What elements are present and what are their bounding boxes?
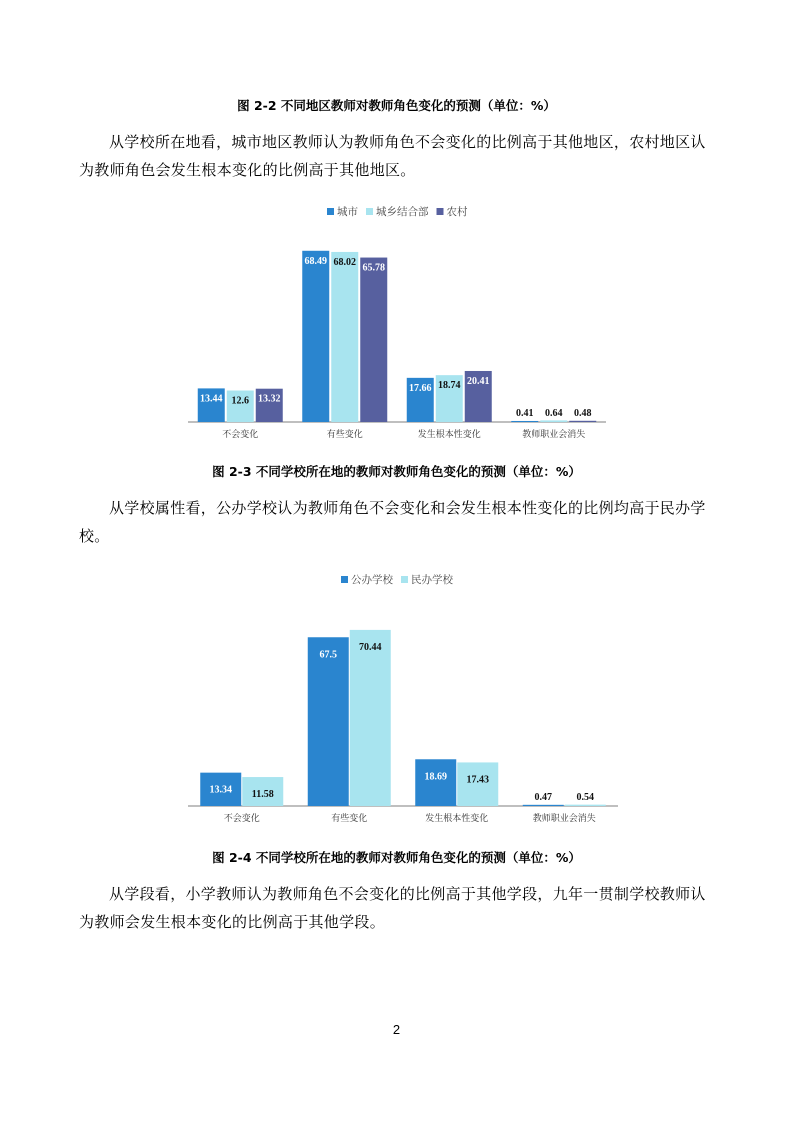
x-tick-label: 教师职业会消失 bbox=[522, 429, 586, 439]
bar bbox=[302, 251, 329, 422]
legend-label: 城乡结合部 bbox=[376, 207, 429, 218]
x-tick-label: 教师职业会消失 bbox=[532, 813, 596, 823]
data-label: 68.02 bbox=[333, 256, 356, 268]
data-label: 0.47 bbox=[534, 792, 552, 803]
legend-swatch bbox=[341, 576, 348, 583]
paragraph-school-type: 从学校属性看，公办学校认为教师角色不会变化和会发生根本性变化的比例均高于民办学校。 bbox=[79, 499, 706, 545]
data-label: 11.58 bbox=[251, 789, 274, 801]
figure-caption-2-3: 图 2-3 不同学校所在地的教师对教师角色变化的预测（单位：%） bbox=[212, 464, 581, 479]
chart-school-type-comparison bbox=[0, 566, 793, 836]
chart-region-comparison bbox=[0, 196, 793, 452]
data-label: 18.69 bbox=[424, 771, 447, 783]
data-label: 13.32 bbox=[258, 393, 281, 405]
legend-label: 城市 bbox=[337, 207, 358, 218]
x-tick-label: 有些变化 bbox=[331, 813, 368, 823]
legend-swatch bbox=[366, 208, 373, 215]
paragraph-school-level: 从学段看，小学教师认为教师角色不会变化的比例高于其他学段，九年一贯制学校教师认为教师会发生根本变化的比例高于其他学段。 bbox=[79, 885, 706, 931]
bar bbox=[350, 630, 391, 806]
data-label: 13.34 bbox=[209, 784, 232, 796]
legend-label: 民办学校 bbox=[411, 575, 453, 586]
bar bbox=[360, 258, 387, 422]
bar bbox=[569, 421, 596, 422]
data-label: 67.5 bbox=[319, 649, 337, 661]
legend-swatch bbox=[437, 208, 444, 215]
figure-caption-2-4: 图 2-4 不同学校所在地的教师对教师角色变化的预测（单位：%） bbox=[212, 850, 581, 865]
data-label: 18.74 bbox=[438, 380, 461, 392]
paragraph-location: 从学校所在地看，城市地区教师认为教师角色不会变化的比例高于其他地区，农村地区认为教师角色会发生根本变化的比例高于其他地区。 bbox=[79, 133, 706, 179]
x-tick-label: 发生根本性变化 bbox=[425, 813, 489, 823]
legend-label: 公办学校 bbox=[351, 575, 393, 586]
legend-swatch bbox=[401, 576, 408, 583]
data-label: 65.78 bbox=[362, 262, 385, 274]
legend-swatch bbox=[327, 208, 334, 215]
data-label: 68.49 bbox=[304, 255, 327, 267]
data-label: 0.41 bbox=[516, 408, 534, 419]
data-label: 13.44 bbox=[200, 393, 223, 405]
data-label: 0.64 bbox=[545, 408, 563, 419]
legend-label: 农村 bbox=[446, 207, 468, 218]
data-label: 0.48 bbox=[574, 408, 592, 419]
data-label: 12.6 bbox=[231, 395, 249, 407]
x-tick-label: 发生根本性变化 bbox=[417, 429, 481, 439]
bar bbox=[565, 805, 606, 806]
x-tick-label: 不会变化 bbox=[222, 429, 259, 439]
data-label: 20.41 bbox=[467, 375, 490, 387]
figure-caption-2-2: 图 2-2 不同地区教师对教师角色变化的预测（单位：%） bbox=[237, 98, 556, 113]
bar bbox=[308, 637, 349, 806]
bar bbox=[511, 421, 538, 422]
data-label: 17.66 bbox=[409, 382, 432, 394]
bar bbox=[523, 805, 564, 806]
data-label: 0.54 bbox=[576, 792, 594, 803]
data-label: 17.43 bbox=[466, 774, 489, 786]
bar bbox=[415, 759, 456, 806]
data-label: 70.44 bbox=[359, 641, 382, 653]
page-number: 2 bbox=[392, 1022, 401, 1037]
x-tick-label: 不会变化 bbox=[223, 813, 260, 823]
x-tick-label: 有些变化 bbox=[326, 429, 363, 439]
bar bbox=[331, 252, 358, 422]
bar bbox=[540, 420, 567, 422]
